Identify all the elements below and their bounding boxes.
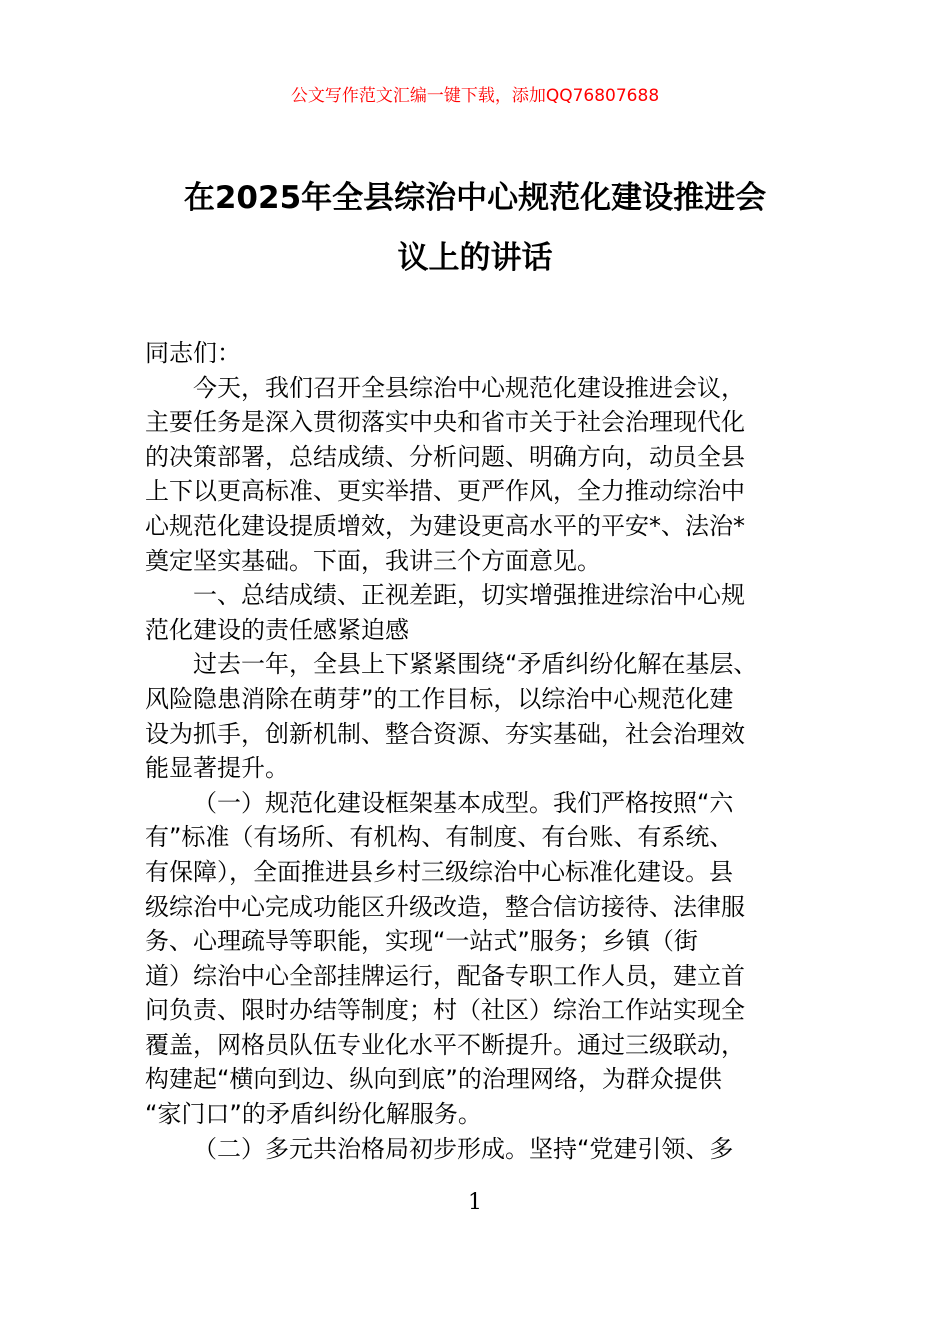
body-line: 覆盖，网格员队伍专业化水平不断提升。通过三级联动， (145, 1030, 745, 1059)
body-line: （一）规范化建设框架基本成型。我们严格按照“六 (193, 788, 734, 817)
body-line: 心规范化建设提质增效，为建设更高水平的平安*、法治* (145, 511, 745, 540)
section-heading-line: 范化建设的责任感紧迫感 (145, 615, 409, 644)
body-line: 能显著提升。 (145, 754, 289, 783)
body-line: 道）综治中心全部挂牌运行，配备专职工作人员，建立首 (145, 961, 745, 990)
body-line: 级综治中心完成功能区升级改造，整合信访接待、法律服 (145, 892, 745, 921)
body-line: 风险隐患消除在萌芽”的工作目标，以综治中心规范化建 (145, 684, 734, 713)
body-line: 奠定坚实基础。下面，我讲三个方面意见。 (145, 546, 601, 575)
section-heading-line: 一、总结成绩、正视差距，切实增强推进综治中心规 (193, 581, 745, 610)
document-title (145, 168, 805, 288)
salutation: 同志们： (145, 339, 241, 367)
body-line: 的决策部署，总结成绩、分析问题、明确方向，动员全县 (145, 442, 745, 471)
body-line: 设为抓手，创新机制、整合资源、夯实基础，社会治理效 (145, 719, 745, 748)
body-line: 过去一年，全县上下紧紧围绕“矛盾纠纷化解在基层、 (193, 650, 758, 679)
title-line-1: 在2025年全县综治中心规范化建设推进会 (183, 180, 767, 216)
body-line: 上下以更高标准、更实举措、更严作风，全力推动综治中 (145, 477, 745, 506)
page-number: 1 (468, 1190, 482, 1215)
title-line-2: 议上的讲话 (397, 240, 553, 276)
body-line: 有保障），全面推进县乡村三级综治中心标准化建设。县 (145, 857, 733, 886)
body-line: “家门口”的矛盾纠纷化解服务。 (145, 1100, 482, 1129)
promo-banner: 公文写作范文汇编一键下载，添加QQ76807688 (290, 86, 660, 106)
body-line: 主要任务是深入贯彻落实中央和省市关于社会治理现代化 (145, 408, 745, 437)
document-body (145, 336, 810, 1166)
body-line: 今天，我们召开全县综治中心规范化建设推进会议， (193, 373, 745, 402)
body-line: （二）多元共治格局初步形成。坚持“党建引领、多 (193, 1134, 734, 1163)
body-line: 有”标准（有场所、有机构、有制度、有台账、有系统、 (145, 823, 734, 852)
body-line: 问负责、限时办结等制度；村（社区）综治工作站实现全 (145, 996, 745, 1025)
body-line: 构建起“横向到边、纵向到底”的治理网络，为群众提供 (145, 1065, 722, 1094)
body-line: 务、心理疏导等职能，实现“一站式”服务；乡镇（街 (145, 927, 698, 956)
